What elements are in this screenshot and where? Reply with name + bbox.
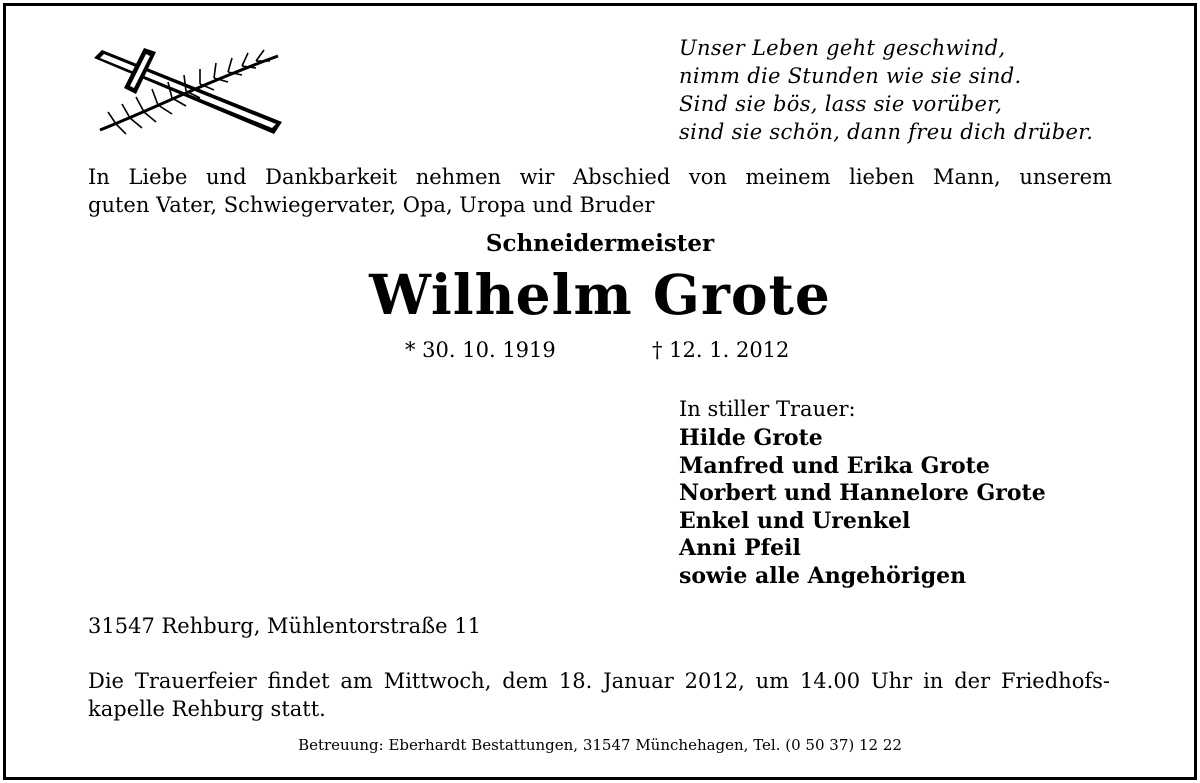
- poem-line: nimm die Stunden wie sie sind.: [679, 64, 1022, 88]
- mourners-list: [679, 425, 1046, 590]
- intro-line: guten Vater, Schwiegervater, Opa, Uropa und Bruder: [88, 193, 655, 217]
- ceremony-line: kapelle Rehburg statt.: [88, 697, 326, 721]
- mourner-name: Norbert und Hannelore Grote: [679, 480, 1046, 506]
- poem-line: sind sie schön, dann freu dich drüber.: [679, 120, 1094, 144]
- mourner-name: Enkel und Urenkel: [679, 507, 911, 534]
- funeral-home-footer: Betreuung: Eberhardt Bestattungen, 31547 Münchehagen, Tel. (0 50 37) 12 22: [298, 736, 902, 754]
- deceased-profession: Schneidermeister: [485, 230, 715, 257]
- address: 31547 Rehburg, Mühlentorstraße 11: [88, 614, 482, 638]
- poem-line: Sind sie bös, lass sie vorüber,: [679, 92, 1003, 116]
- intro-line: In Liebe und Dankbarkeit nehmen wir Abschied von meinem lieben Mann, unserem: [88, 165, 1112, 189]
- poem: [679, 34, 1093, 146]
- mourner-name: Anni Pfeil: [679, 535, 801, 561]
- mourner-name: Manfred und Erika Grote: [679, 452, 990, 479]
- ceremony-line: Die Trauerfeier findet am Mittwoch, dem 18. Januar 2012, um 14.00 Uhr in der Friedhofs-: [88, 669, 1110, 693]
- intro-text: [88, 163, 1112, 219]
- birth-date: * 30. 10. 1919: [405, 338, 556, 362]
- cross-with-palm-branch-icon: [86, 42, 286, 142]
- death-date: † 12. 1. 2012: [652, 338, 790, 362]
- deceased-name: Wilhelm Grote: [369, 262, 831, 327]
- ceremony-notice: [88, 667, 1110, 723]
- mourner-name: Hilde Grote: [679, 425, 823, 451]
- poem-line: Unser Leben geht geschwind,: [679, 36, 1006, 60]
- mourning-heading: In stiller Trauer:: [679, 397, 856, 421]
- mourner-name: sowie alle Angehörigen: [679, 562, 967, 589]
